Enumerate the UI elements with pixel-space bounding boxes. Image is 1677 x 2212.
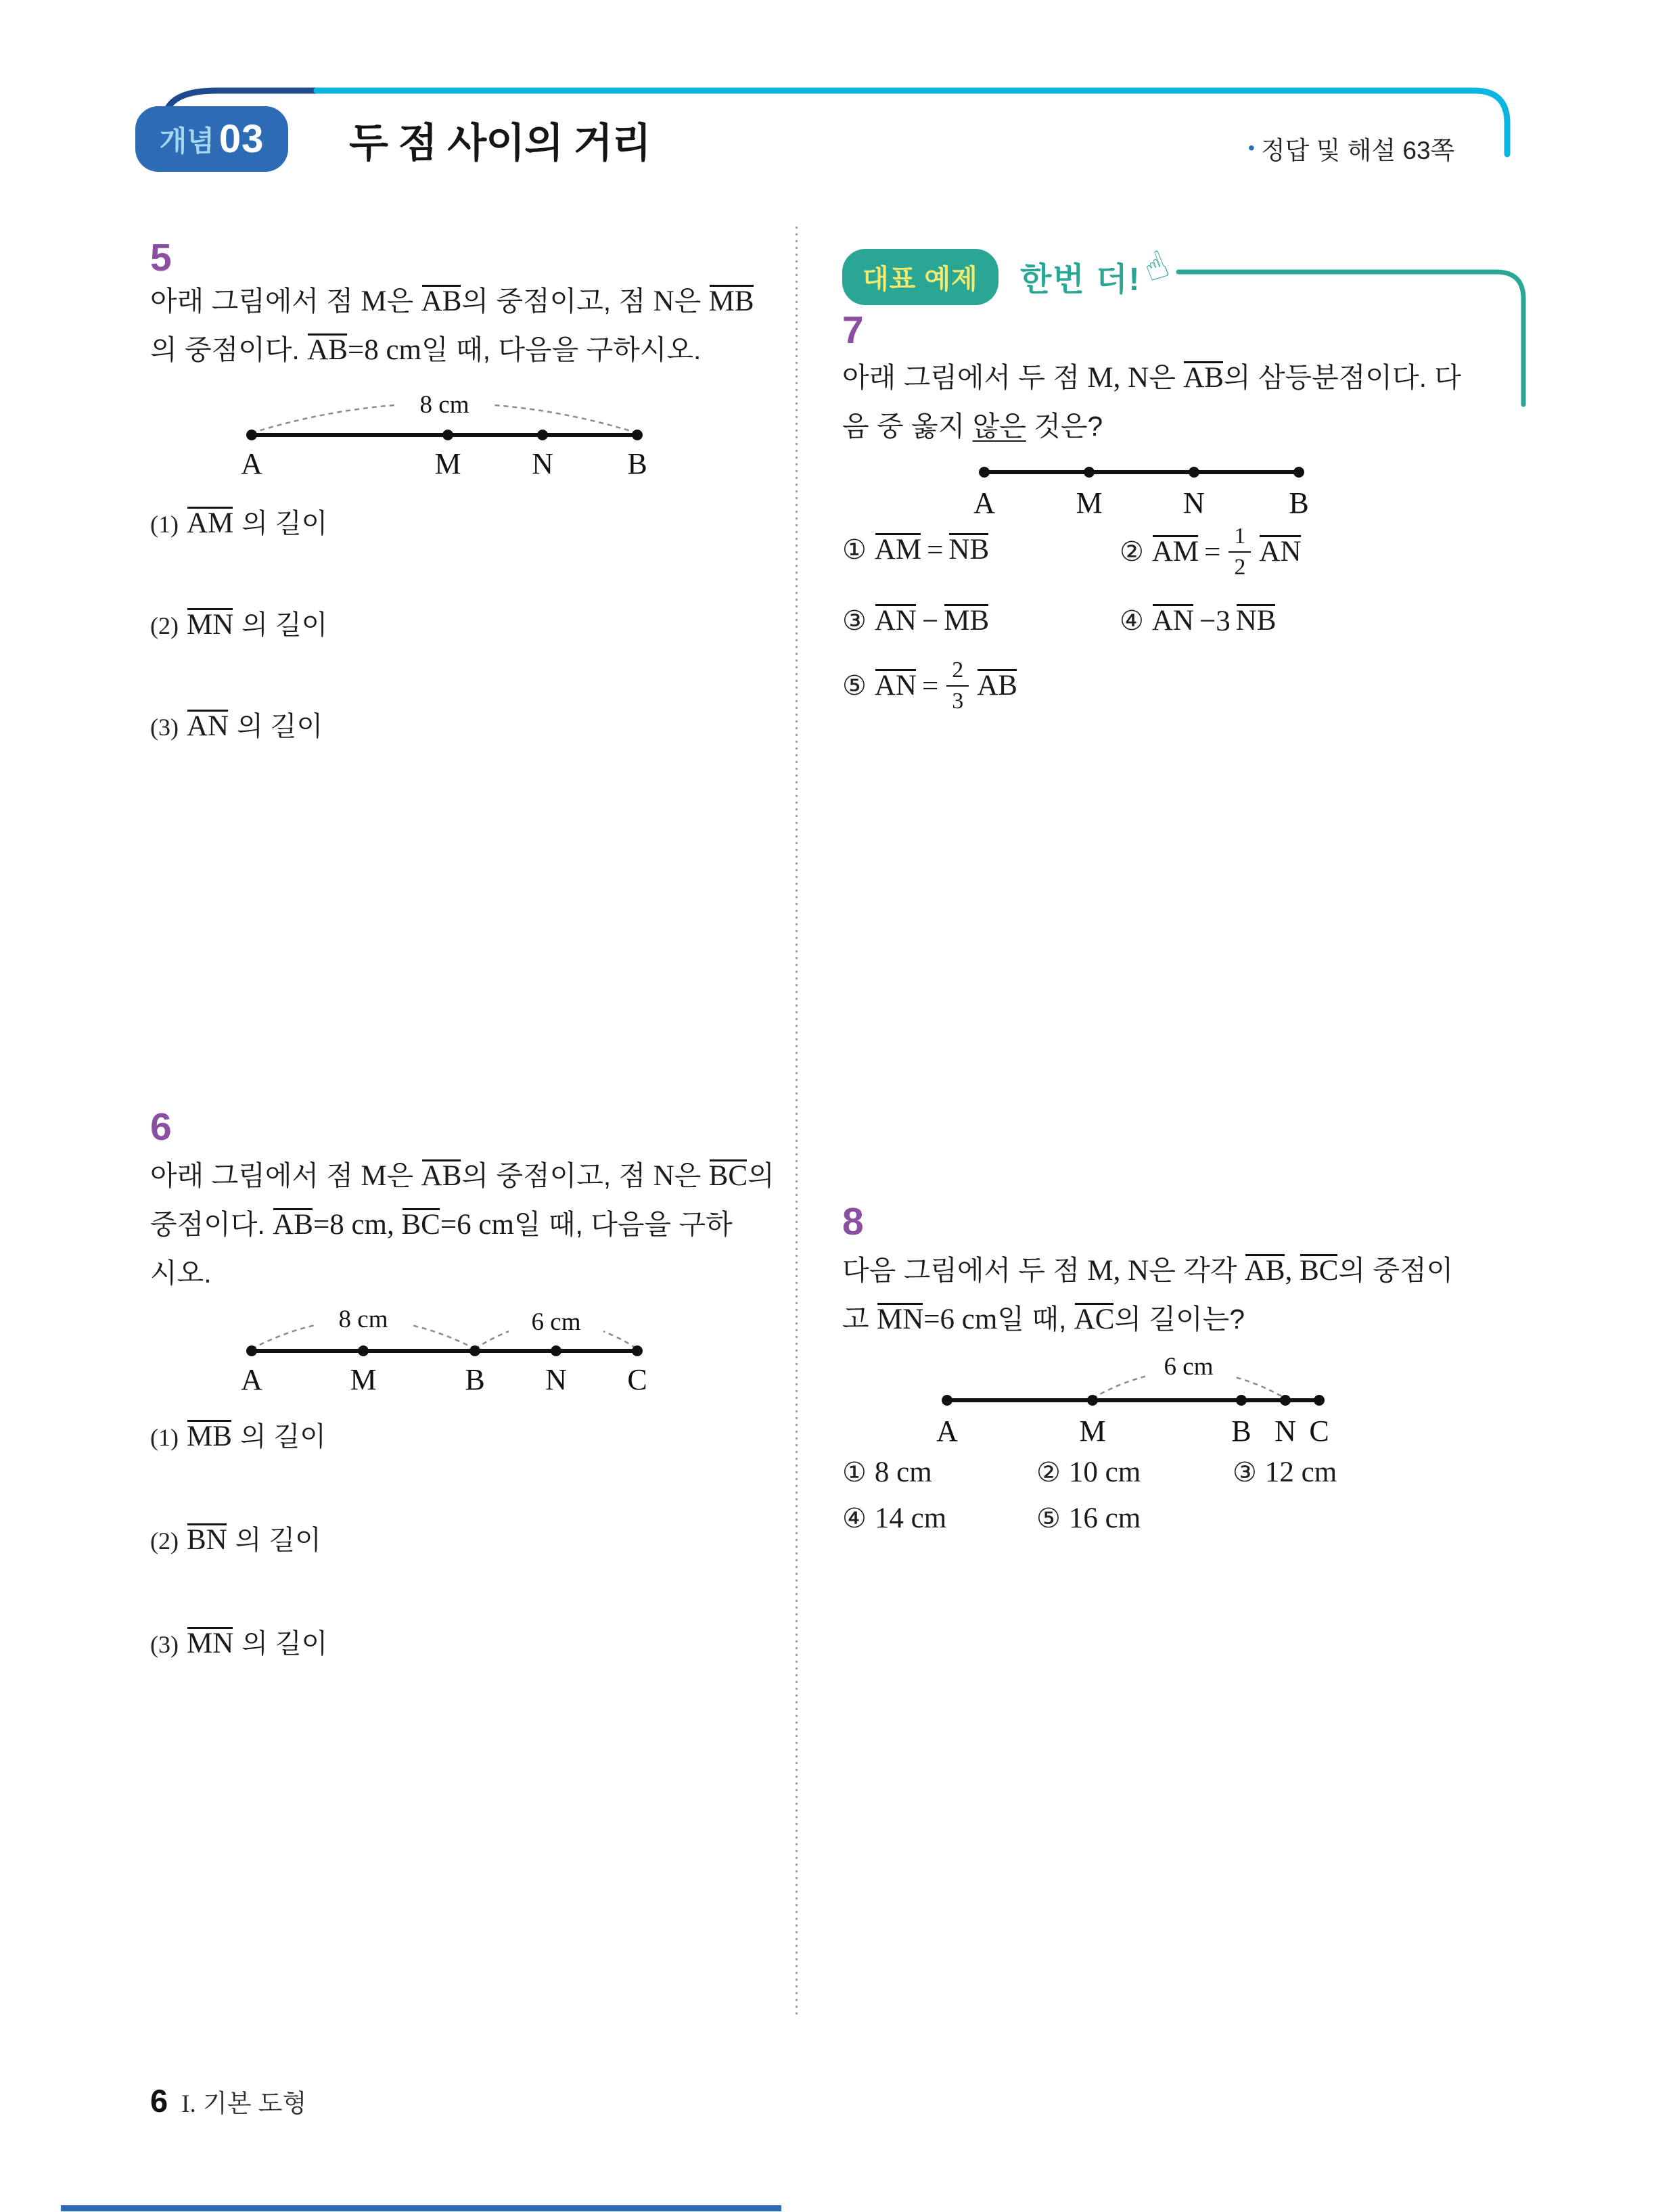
point-label-C: C xyxy=(1309,1414,1329,1446)
circled-number: ⑤ xyxy=(1036,1502,1061,1534)
operator: = xyxy=(1204,536,1221,568)
point-dot-C xyxy=(632,1345,643,1356)
point-dot-C xyxy=(1314,1395,1325,1406)
segment-AM: AM xyxy=(187,507,233,541)
problem-8-text-line2 xyxy=(842,1297,1245,1337)
text: 아래 그림에서 두 점 xyxy=(842,362,1088,393)
problem-6-item-3 xyxy=(150,1622,327,1661)
text: 음 중 옳지 xyxy=(842,411,973,442)
point-label-C: C xyxy=(627,1363,647,1395)
segment-AB: AB xyxy=(1183,361,1224,396)
problem-6-text-line1 xyxy=(150,1153,775,1194)
denominator: 2 xyxy=(1228,551,1251,579)
text: 은 xyxy=(1149,362,1184,393)
concept-badge-label: 개념 xyxy=(159,124,214,157)
problem-6-number: 6 xyxy=(150,1105,172,1149)
segment-NB: NB xyxy=(1236,604,1277,639)
dimension-label-6cm: 6 cm xyxy=(1164,1353,1214,1381)
problem-8-text-line1 xyxy=(842,1248,1453,1289)
problem-7-option-1 xyxy=(842,533,989,568)
text: 의 길이 xyxy=(237,712,323,741)
problem-7-number: 7 xyxy=(842,308,864,352)
point-label-B: B xyxy=(1231,1414,1251,1446)
segment-MN: MN xyxy=(877,1303,923,1337)
text: 의 길이 xyxy=(235,1525,321,1555)
page-footer xyxy=(150,2082,306,2119)
point-label-B: B xyxy=(1289,486,1309,520)
concept-badge-number: 03 xyxy=(219,117,265,161)
text: 의 중점이 xyxy=(1338,1255,1454,1286)
math: =6 cm xyxy=(440,1209,514,1241)
numerator: 1 xyxy=(1234,524,1246,549)
point-label-N: N xyxy=(1274,1414,1296,1446)
segment-AB: AB xyxy=(421,1159,462,1194)
text: 시오. xyxy=(150,1258,212,1289)
figure-problem-6 xyxy=(150,1293,769,1395)
item-number: (3) xyxy=(150,1631,179,1658)
problem-8-number: 8 xyxy=(842,1200,864,1243)
text: 아래 그림에서 점 xyxy=(150,285,361,317)
problem-5-item-3 xyxy=(150,705,323,744)
point-label-A: A xyxy=(241,447,262,479)
point-label-M: M xyxy=(434,447,461,479)
point-label-N: N xyxy=(1183,486,1205,520)
point-label-A: A xyxy=(936,1414,958,1446)
point-dot-B xyxy=(1293,467,1304,478)
segment-AN: AN xyxy=(875,669,917,704)
segment-AB: AB xyxy=(421,285,462,319)
point-dot-N xyxy=(1189,467,1199,478)
text: 고 xyxy=(842,1304,877,1335)
text: 일 때, 다음을 구하시오. xyxy=(421,334,702,365)
problem-8-option-4 xyxy=(842,1502,946,1535)
segment-AB: AB xyxy=(273,1208,313,1243)
point-label-N: N xyxy=(532,447,553,479)
segment-AN: AN xyxy=(875,604,917,639)
point-dot-B xyxy=(1236,1395,1247,1406)
text: 아래 그림에서 점 xyxy=(150,1160,361,1191)
circled-number: ④ xyxy=(1120,605,1144,637)
point-dot-A xyxy=(942,1395,952,1406)
circled-number: ② xyxy=(1036,1456,1061,1488)
segment-BN: BN xyxy=(187,1523,227,1558)
circled-number: ① xyxy=(842,534,867,566)
segment-AN: AN xyxy=(1152,604,1194,639)
segment-MB: MB xyxy=(187,1420,232,1454)
point-dot-N xyxy=(1280,1395,1291,1406)
bottom-accent-bar xyxy=(61,2205,781,2211)
math: M, N xyxy=(1087,362,1149,394)
text: 의 중점이고, 점 xyxy=(461,285,653,317)
problem-7-text-line2 xyxy=(842,404,1103,444)
operator: − xyxy=(921,605,939,637)
segment-BC: BC xyxy=(709,1159,748,1194)
text: 중점이다. xyxy=(150,1209,273,1240)
problem-8-option-5 xyxy=(1036,1502,1141,1535)
problem-7-text-line1 xyxy=(842,355,1461,396)
dimension-label: 8 cm xyxy=(419,391,469,419)
text: 일 때, 다음을 구하 xyxy=(513,1209,733,1240)
operator: −3 xyxy=(1199,605,1231,637)
circled-number: ④ xyxy=(842,1502,867,1534)
answer-reference-text: 정답 및 해설 63쪽 xyxy=(1260,137,1455,164)
page-title: 두 점 사이의 거리 xyxy=(349,120,651,166)
concept-badge xyxy=(135,106,288,172)
segment-AM: AM xyxy=(1152,535,1199,570)
problem-5-item-1 xyxy=(150,502,327,541)
point-dot-M xyxy=(1087,1395,1098,1406)
text: 의 길이 xyxy=(242,610,328,640)
chapter-roman: I. xyxy=(181,2090,196,2118)
circled-number: ⑤ xyxy=(842,670,867,701)
segment-BC: BC xyxy=(1300,1254,1338,1289)
point-label-M: M xyxy=(350,1363,377,1395)
text: 일 때, xyxy=(997,1304,1074,1335)
point-label-M: M xyxy=(1079,1414,1106,1446)
problem-5-text-line2 xyxy=(150,327,701,368)
math: N xyxy=(653,285,674,317)
column-divider xyxy=(796,227,798,2019)
segment-AB: AB xyxy=(1245,1254,1285,1289)
point-label-A: A xyxy=(973,486,995,520)
answer-reference xyxy=(1248,130,1454,166)
segment-MN: MN xyxy=(187,608,233,643)
problem-6-item-2 xyxy=(150,1519,321,1558)
problem-8-option-2 xyxy=(1036,1456,1141,1489)
circled-number: ③ xyxy=(842,605,867,637)
point-label-M: M xyxy=(1076,486,1103,520)
text: 다음 그림에서 두 점 xyxy=(842,1255,1088,1286)
problem-5-text-line1 xyxy=(150,279,754,319)
text: 의 길이 xyxy=(242,1629,328,1659)
problem-6-item-1 xyxy=(150,1415,326,1454)
problem-7-option-3 xyxy=(842,604,989,639)
segment-AN: AN xyxy=(1259,535,1301,570)
operator: = xyxy=(921,670,939,702)
point-dot-A xyxy=(246,1345,257,1356)
point-dot-M xyxy=(1084,467,1095,478)
pointing-hand-icon: ☝ xyxy=(1137,241,1176,292)
bullet-icon: • xyxy=(1248,137,1255,158)
text: 은 xyxy=(386,1160,421,1191)
chapter-title xyxy=(181,2083,306,2119)
segment-BC: BC xyxy=(402,1208,440,1243)
problem-7-option-2 xyxy=(1120,515,1302,589)
point-dot-A xyxy=(246,430,257,440)
math: , xyxy=(1285,1255,1300,1287)
text: 은 각각 xyxy=(1149,1255,1245,1286)
item-number: (1) xyxy=(150,511,179,538)
figure-problem-5 xyxy=(150,377,769,479)
segment-AB: AB xyxy=(307,333,348,368)
segment-AC: AC xyxy=(1074,1303,1115,1337)
text: 은 xyxy=(674,1160,709,1191)
item-number: (2) xyxy=(150,612,179,639)
operator: = xyxy=(927,534,944,566)
segment-NB: NB xyxy=(948,533,989,568)
point-label-N: N xyxy=(545,1363,567,1395)
figure-problem-7 xyxy=(842,445,1502,523)
math: M xyxy=(361,285,387,317)
segment-MB: MB xyxy=(944,604,989,639)
point-dot-B xyxy=(632,430,643,440)
segment-AB: AB xyxy=(977,669,1017,704)
segment-AM: AM xyxy=(875,533,921,568)
point-label-A: A xyxy=(241,1363,262,1395)
point-label-B: B xyxy=(627,447,647,479)
segment-MN: MN xyxy=(187,1627,233,1661)
option-value: 12 cm xyxy=(1264,1456,1337,1488)
math: N xyxy=(653,1160,674,1192)
problem-7-option-5 xyxy=(842,649,1017,722)
problem-6-text-line2 xyxy=(150,1202,733,1243)
circled-number: ③ xyxy=(1233,1456,1257,1488)
example-badge: 대표 예제 xyxy=(842,249,998,305)
text: 의 길이는? xyxy=(1114,1304,1245,1335)
dimension-label-6cm: 6 cm xyxy=(531,1308,581,1336)
dimension-label-8cm: 8 cm xyxy=(338,1306,388,1333)
item-number: (2) xyxy=(150,1527,179,1554)
point-dot-B xyxy=(469,1345,480,1356)
option-value: 8 cm xyxy=(874,1456,932,1488)
math: M, N xyxy=(1087,1255,1149,1287)
option-value: 10 cm xyxy=(1068,1456,1141,1488)
denominator: 3 xyxy=(946,685,969,713)
problem-7-option-4 xyxy=(1120,604,1276,639)
text: 의 xyxy=(748,1160,775,1191)
problem-6-text-line3 xyxy=(150,1251,212,1291)
math: =6 cm xyxy=(923,1304,998,1335)
text: 은 xyxy=(674,285,709,317)
circled-number: ② xyxy=(1120,536,1144,568)
item-number: (1) xyxy=(150,1424,179,1451)
option-value: 14 cm xyxy=(874,1502,947,1534)
page-number: 6 xyxy=(150,2083,168,2119)
circled-number: ① xyxy=(842,1456,867,1488)
text: 의 삼등분점이다. 다 xyxy=(1223,362,1461,393)
point-dot-M xyxy=(358,1345,369,1356)
option-value: 16 cm xyxy=(1068,1502,1141,1534)
figure-problem-8 xyxy=(842,1341,1502,1446)
math: =8 cm, xyxy=(313,1209,402,1241)
problem-8-option-3 xyxy=(1233,1456,1337,1489)
text: 은 xyxy=(386,285,421,317)
text: 의 길이 xyxy=(239,1422,326,1452)
text: 의 길이 xyxy=(242,509,328,538)
numerator: 2 xyxy=(952,658,964,683)
point-label-B: B xyxy=(465,1363,485,1395)
segment-AN: AN xyxy=(187,710,229,744)
problem-5-number: 5 xyxy=(150,236,172,279)
problem-5-item-2 xyxy=(150,603,327,643)
chapter-name: 기본 도형 xyxy=(203,2090,307,2117)
underlined-text: 않은 xyxy=(972,411,1026,442)
point-dot-M xyxy=(442,430,453,440)
segment-MB: MB xyxy=(709,285,754,319)
text: 의 중점이고, 점 xyxy=(461,1160,653,1191)
point-dot-N xyxy=(551,1345,561,1356)
math: M xyxy=(361,1160,387,1192)
math: =8 cm xyxy=(347,334,421,366)
text: 것은? xyxy=(1026,411,1103,442)
fraction-2-3 xyxy=(946,659,969,713)
item-number: (3) xyxy=(150,714,179,741)
text: 의 중점이다. xyxy=(150,334,308,365)
point-dot-A xyxy=(979,467,990,478)
fraction-1-2 xyxy=(1228,525,1251,579)
point-dot-N xyxy=(537,430,548,440)
once-more-label: 한번 더! xyxy=(1020,262,1141,298)
problem-8-option-1 xyxy=(842,1456,932,1489)
